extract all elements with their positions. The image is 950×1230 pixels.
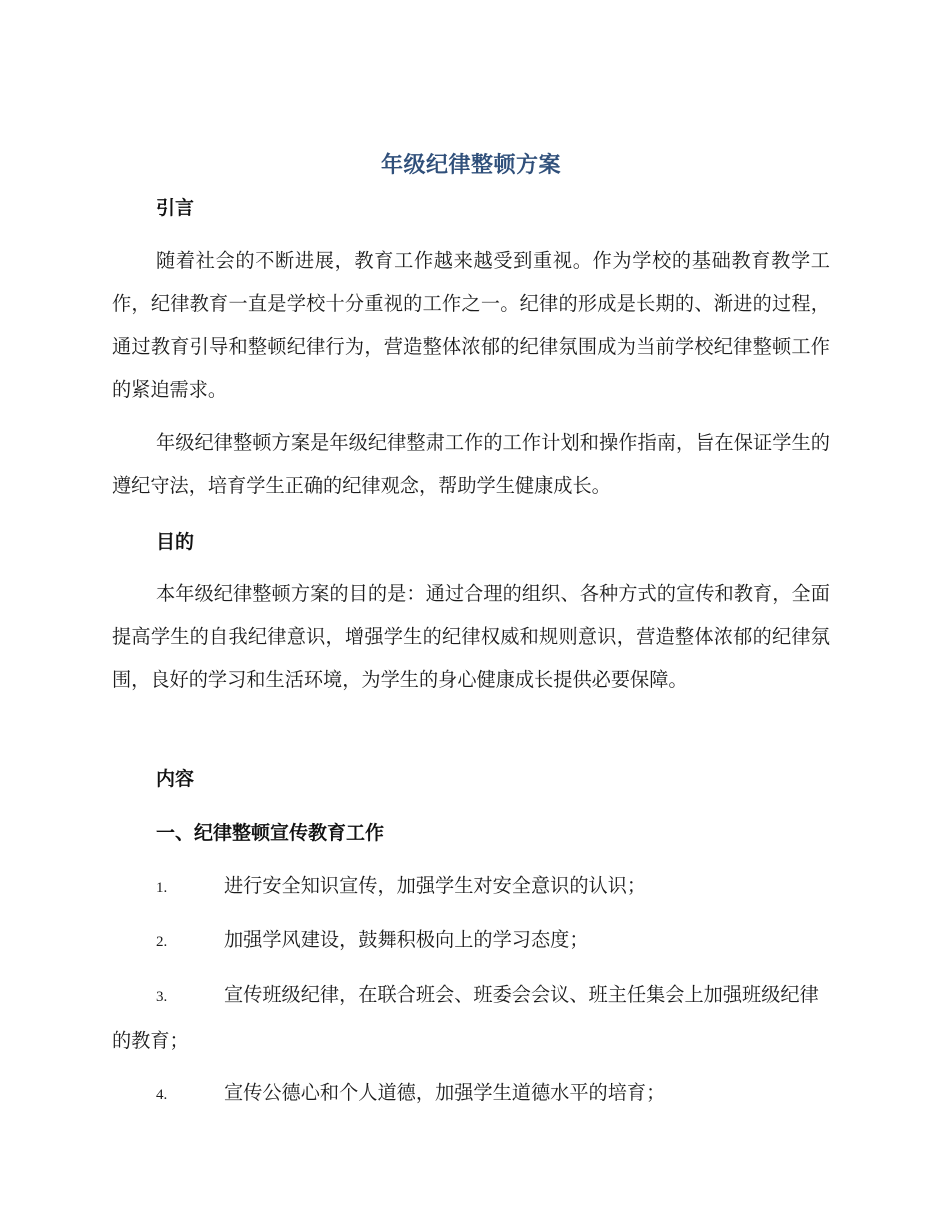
heading-purpose: 目的 [156,531,195,553]
list-item-text: 宣传公德心和个人道德，加强学生道德水平的培育； [224,1081,666,1104]
list-item-text: 加强学风建设，鼓舞积极向上的学习态度； [224,928,589,951]
list-item [112,1071,830,1117]
document-title: 年级纪律整顿方案 [380,153,561,178]
list-item [112,918,830,964]
list-item-number: 2. [156,934,168,950]
list-item-text: 宣传班级纪律，在联合班会、班委会会议、班主任集会上加强班级纪律的教育； [112,983,819,1052]
purpose-paragraph-1: 本年级纪律整顿方案的目的是：通过合理的组织、各种方式的宣传和教育，全面提高学生的自我纪律意识，增强学生的纪律权威和规则意识，营造整体浓郁的纪律氛围，良好的学习和生活环境，为学生的身心健康成长提供必要保障。 [112,582,830,691]
subheading-publicity-education: 一、纪律整顿宣传教育工作 [156,822,385,844]
list-item-number: 4. [156,1087,168,1103]
list-item-number: 3. [156,989,168,1005]
list-item [112,864,830,910]
list-item-text: 进行安全知识宣传，加强学生对安全意识的认识； [224,874,647,897]
list-item [112,973,830,1062]
heading-intro: 引言 [156,197,195,219]
heading-content: 内容 [156,768,195,790]
intro-paragraph-2: 年级纪律整顿方案是年级纪律整肃工作的工作计划和操作指南，旨在保证学生的遵纪守法，培育学生正确的纪律观念，帮助学生健康成长。 [112,431,830,497]
intro-paragraph-1: 随着社会的不断进展，教育工作越来越受到重视。作为学校的基础教育教学工作，纪律教育一直是学校十分重视的工作之一。纪律的形成是长期的、渐进的过程，通过教育引导和整顿纪律行为，营造整体浓郁的纪律氛围成为当前学校纪律整顿工作的紧迫需求。 [112,249,830,401]
list-item-number: 1. [156,880,168,896]
